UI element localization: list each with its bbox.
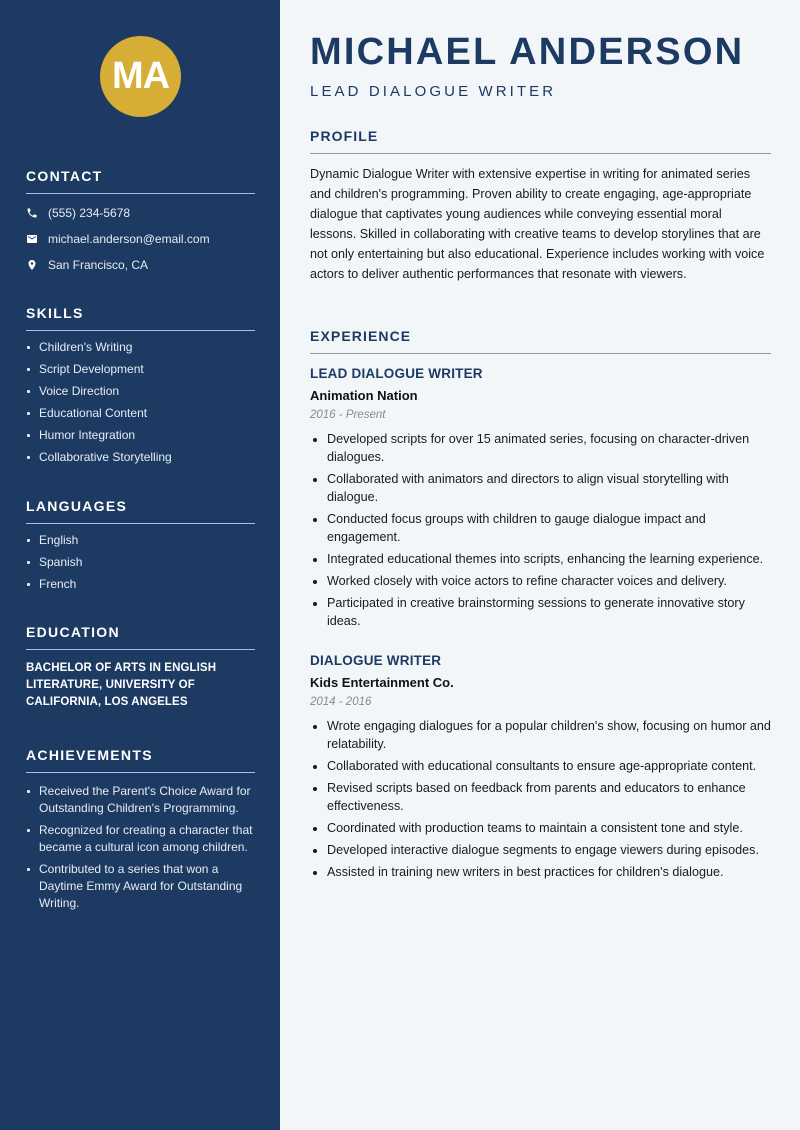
profile-heading: PROFILE [310, 128, 771, 154]
job-bullets [310, 717, 771, 881]
achievement-item: Received the Parent's Choice Award for Outstanding Children's Programming. [26, 783, 255, 817]
job-entry [310, 653, 771, 885]
location-text: San Francisco, CA [48, 258, 149, 272]
candidate-name: MICHAEL ANDERSON [310, 31, 745, 73]
mail-icon [26, 233, 48, 245]
skill-item: Educational Content [26, 405, 255, 422]
sidebar [0, 0, 280, 1130]
job-bullet: Collaborated with educational consultants to ensure age-appropriate content. [310, 757, 771, 775]
candidate-role: LEAD DIALOGUE WRITER [310, 83, 557, 100]
achievements-section [26, 747, 255, 917]
education-degree: BACHELOR OF ARTS IN ENGLISH LITERATURE, UNIVERSITY OF CALIFORNIA, LOS ANGELES [26, 662, 217, 708]
skills-list [26, 339, 255, 466]
job-bullet: Developed scripts for over 15 animated series, focusing on character-driven dialogues. [310, 430, 771, 466]
education-section [26, 624, 255, 711]
job-title: LEAD DIALOGUE WRITER [310, 366, 483, 381]
skills-heading: SKILLS [26, 305, 255, 331]
job-bullet: Coordinated with production teams to maintain a consistent tone and style. [310, 819, 771, 837]
profile-text: Dynamic Dialogue Writer with extensive expertise in writing for animated series and children's programming. Proven ability to create engaging, age-appropriate dialogue that captivates young audiences while conveying essential moral lessons. Skilled in collaborating with creative teams to develop storylines that are not only entertaining but also educational. Experience includes working with voice actors to deliver authentic performances that resonate with viewers. [310, 167, 765, 281]
language-item: French [26, 576, 255, 593]
job-dates: 2014 - 2016 [310, 696, 372, 708]
languages-heading: LANGUAGES [26, 498, 255, 524]
email-text[interactable]: michael.anderson@email.com [48, 232, 210, 246]
job-bullet: Conducted focus groups with children to gauge dialogue impact and engagement. [310, 510, 771, 546]
language-item: Spanish [26, 554, 255, 571]
languages-list [26, 532, 255, 593]
skill-item: Humor Integration [26, 427, 255, 444]
job-company: Kids Entertainment Co. [310, 675, 454, 690]
job-bullet: Worked closely with voice actors to refine character voices and delivery. [310, 572, 771, 590]
education-heading: EDUCATION [26, 624, 255, 650]
job-bullets [310, 430, 771, 630]
job-bullet: Wrote engaging dialogues for a popular children's show, focusing on humor and relatability. [310, 717, 771, 753]
job-bullet: Assisted in training new writers in best practices for children's dialogue. [310, 863, 771, 881]
profile-section [310, 128, 771, 284]
job-bullet: Developed interactive dialogue segments to engage viewers during episodes. [310, 841, 771, 859]
job-company: Animation Nation [310, 388, 418, 403]
job-bullet: Participated in creative brainstorming sessions to generate innovative story ideas. [310, 594, 771, 630]
skill-item: Collaborative Storytelling [26, 449, 255, 466]
skill-item: Voice Direction [26, 383, 255, 400]
contact-section [26, 168, 255, 278]
contact-location [26, 252, 255, 278]
language-item: English [26, 532, 255, 549]
experience-section [310, 328, 771, 354]
skill-item: Script Development [26, 361, 255, 378]
experience-heading: EXPERIENCE [310, 328, 771, 354]
job-dates: 2016 - Present [310, 409, 386, 421]
avatar-initials: MA [111, 55, 170, 97]
skill-item: Children's Writing [26, 339, 255, 356]
job-bullet: Revised scripts based on feedback from parents and educators to enhance effectiveness. [310, 779, 771, 815]
contact-heading: CONTACT [26, 168, 255, 194]
location-pin-icon [26, 259, 48, 271]
phone-text[interactable]: (555) 234-5678 [48, 206, 131, 220]
achievements-heading: ACHIEVEMENTS [26, 747, 255, 773]
achievement-item: Recognized for creating a character that became a cultural icon among children. [26, 822, 255, 856]
languages-section [26, 498, 255, 598]
achievements-list [26, 783, 255, 912]
contact-phone [26, 200, 255, 226]
job-bullet: Collaborated with animators and directors to align visual storytelling with dialogue. [310, 470, 771, 506]
skills-section [26, 305, 255, 471]
phone-icon [26, 207, 48, 219]
job-bullet: Integrated educational themes into scripts, enhancing the learning experience. [310, 550, 771, 568]
achievement-item: Contributed to a series that won a Daytime Emmy Award for Outstanding Writing. [26, 861, 255, 912]
job-title: DIALOGUE WRITER [310, 653, 442, 668]
contact-email [26, 226, 255, 252]
job-entry [310, 366, 771, 634]
avatar [100, 36, 181, 117]
